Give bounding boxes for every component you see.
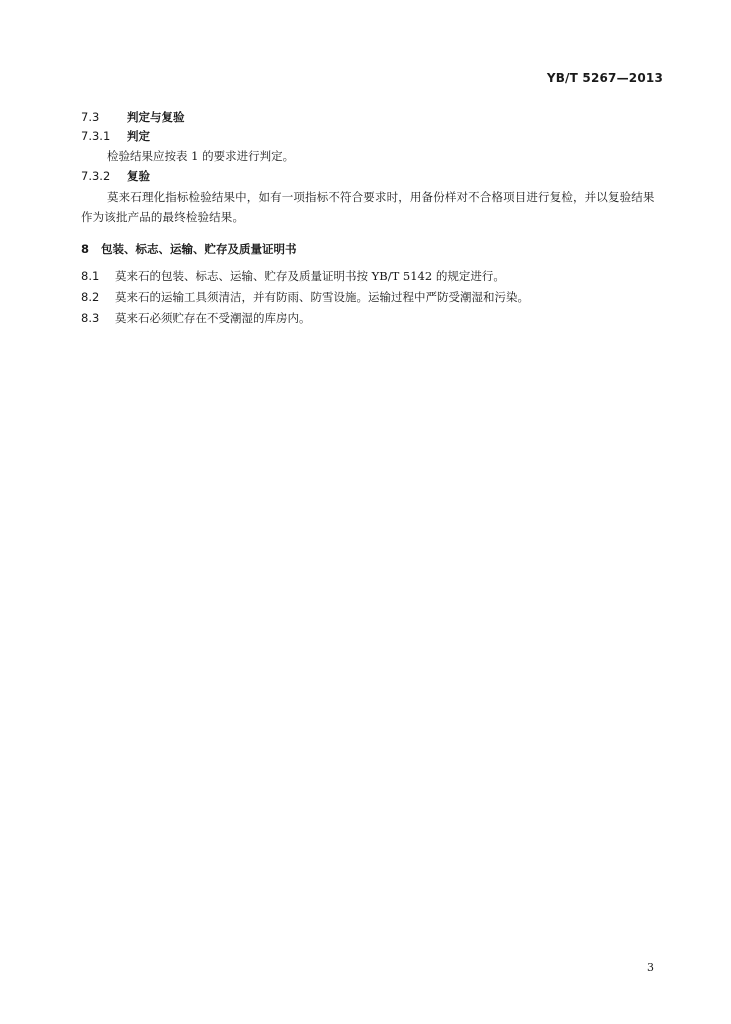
document-code: YB/T 5267—2013 xyxy=(546,71,663,85)
section-title: 复验 xyxy=(127,169,150,183)
section-7-3-heading xyxy=(81,108,185,126)
page-number: 3 xyxy=(647,961,654,974)
section-number: 8 xyxy=(81,242,90,256)
section-title: 判定与复验 xyxy=(127,110,185,124)
clause-number: 8.2 xyxy=(81,290,100,304)
section-7-3-1-heading xyxy=(81,127,150,145)
section-number: 7.3.2 xyxy=(81,169,111,183)
clause-text: 莫来石必须贮存在不受潮湿的库房内。 xyxy=(115,311,311,325)
clause-number: 8.1 xyxy=(81,269,100,283)
section-title: 判定 xyxy=(127,129,150,143)
clause-8-1 xyxy=(81,267,505,285)
section-7-3-1-text: 检验结果应按表 1 的要求进行判定。 xyxy=(107,149,295,163)
clause-8-2 xyxy=(81,288,529,306)
clause-number: 8.3 xyxy=(81,311,100,325)
clause-8-3 xyxy=(81,309,311,327)
section-7-3-2-heading xyxy=(81,167,150,185)
clause-text: 莫来石的运输工具须清洁，并有防雨、防雪设施。运输过程中严防受潮湿和污染。 xyxy=(115,290,529,304)
section-7-3-2-text: 莫来石理化指标检验结果中，如有一项指标不符合要求时，用备份样对不合格项目进行复检，并以复验结果作为该批产品的最终检验结果。 xyxy=(81,190,655,224)
section-number: 7.3.1 xyxy=(81,129,111,143)
section-number: 7.3 xyxy=(81,110,100,124)
clause-text: 莫来石的包装、标志、运输、贮存及质量证明书按 YB/T 5142 的规定进行。 xyxy=(115,269,505,283)
section-8-heading xyxy=(81,240,297,258)
section-title: 包装、标志、运输、贮存及质量证明书 xyxy=(101,242,297,256)
